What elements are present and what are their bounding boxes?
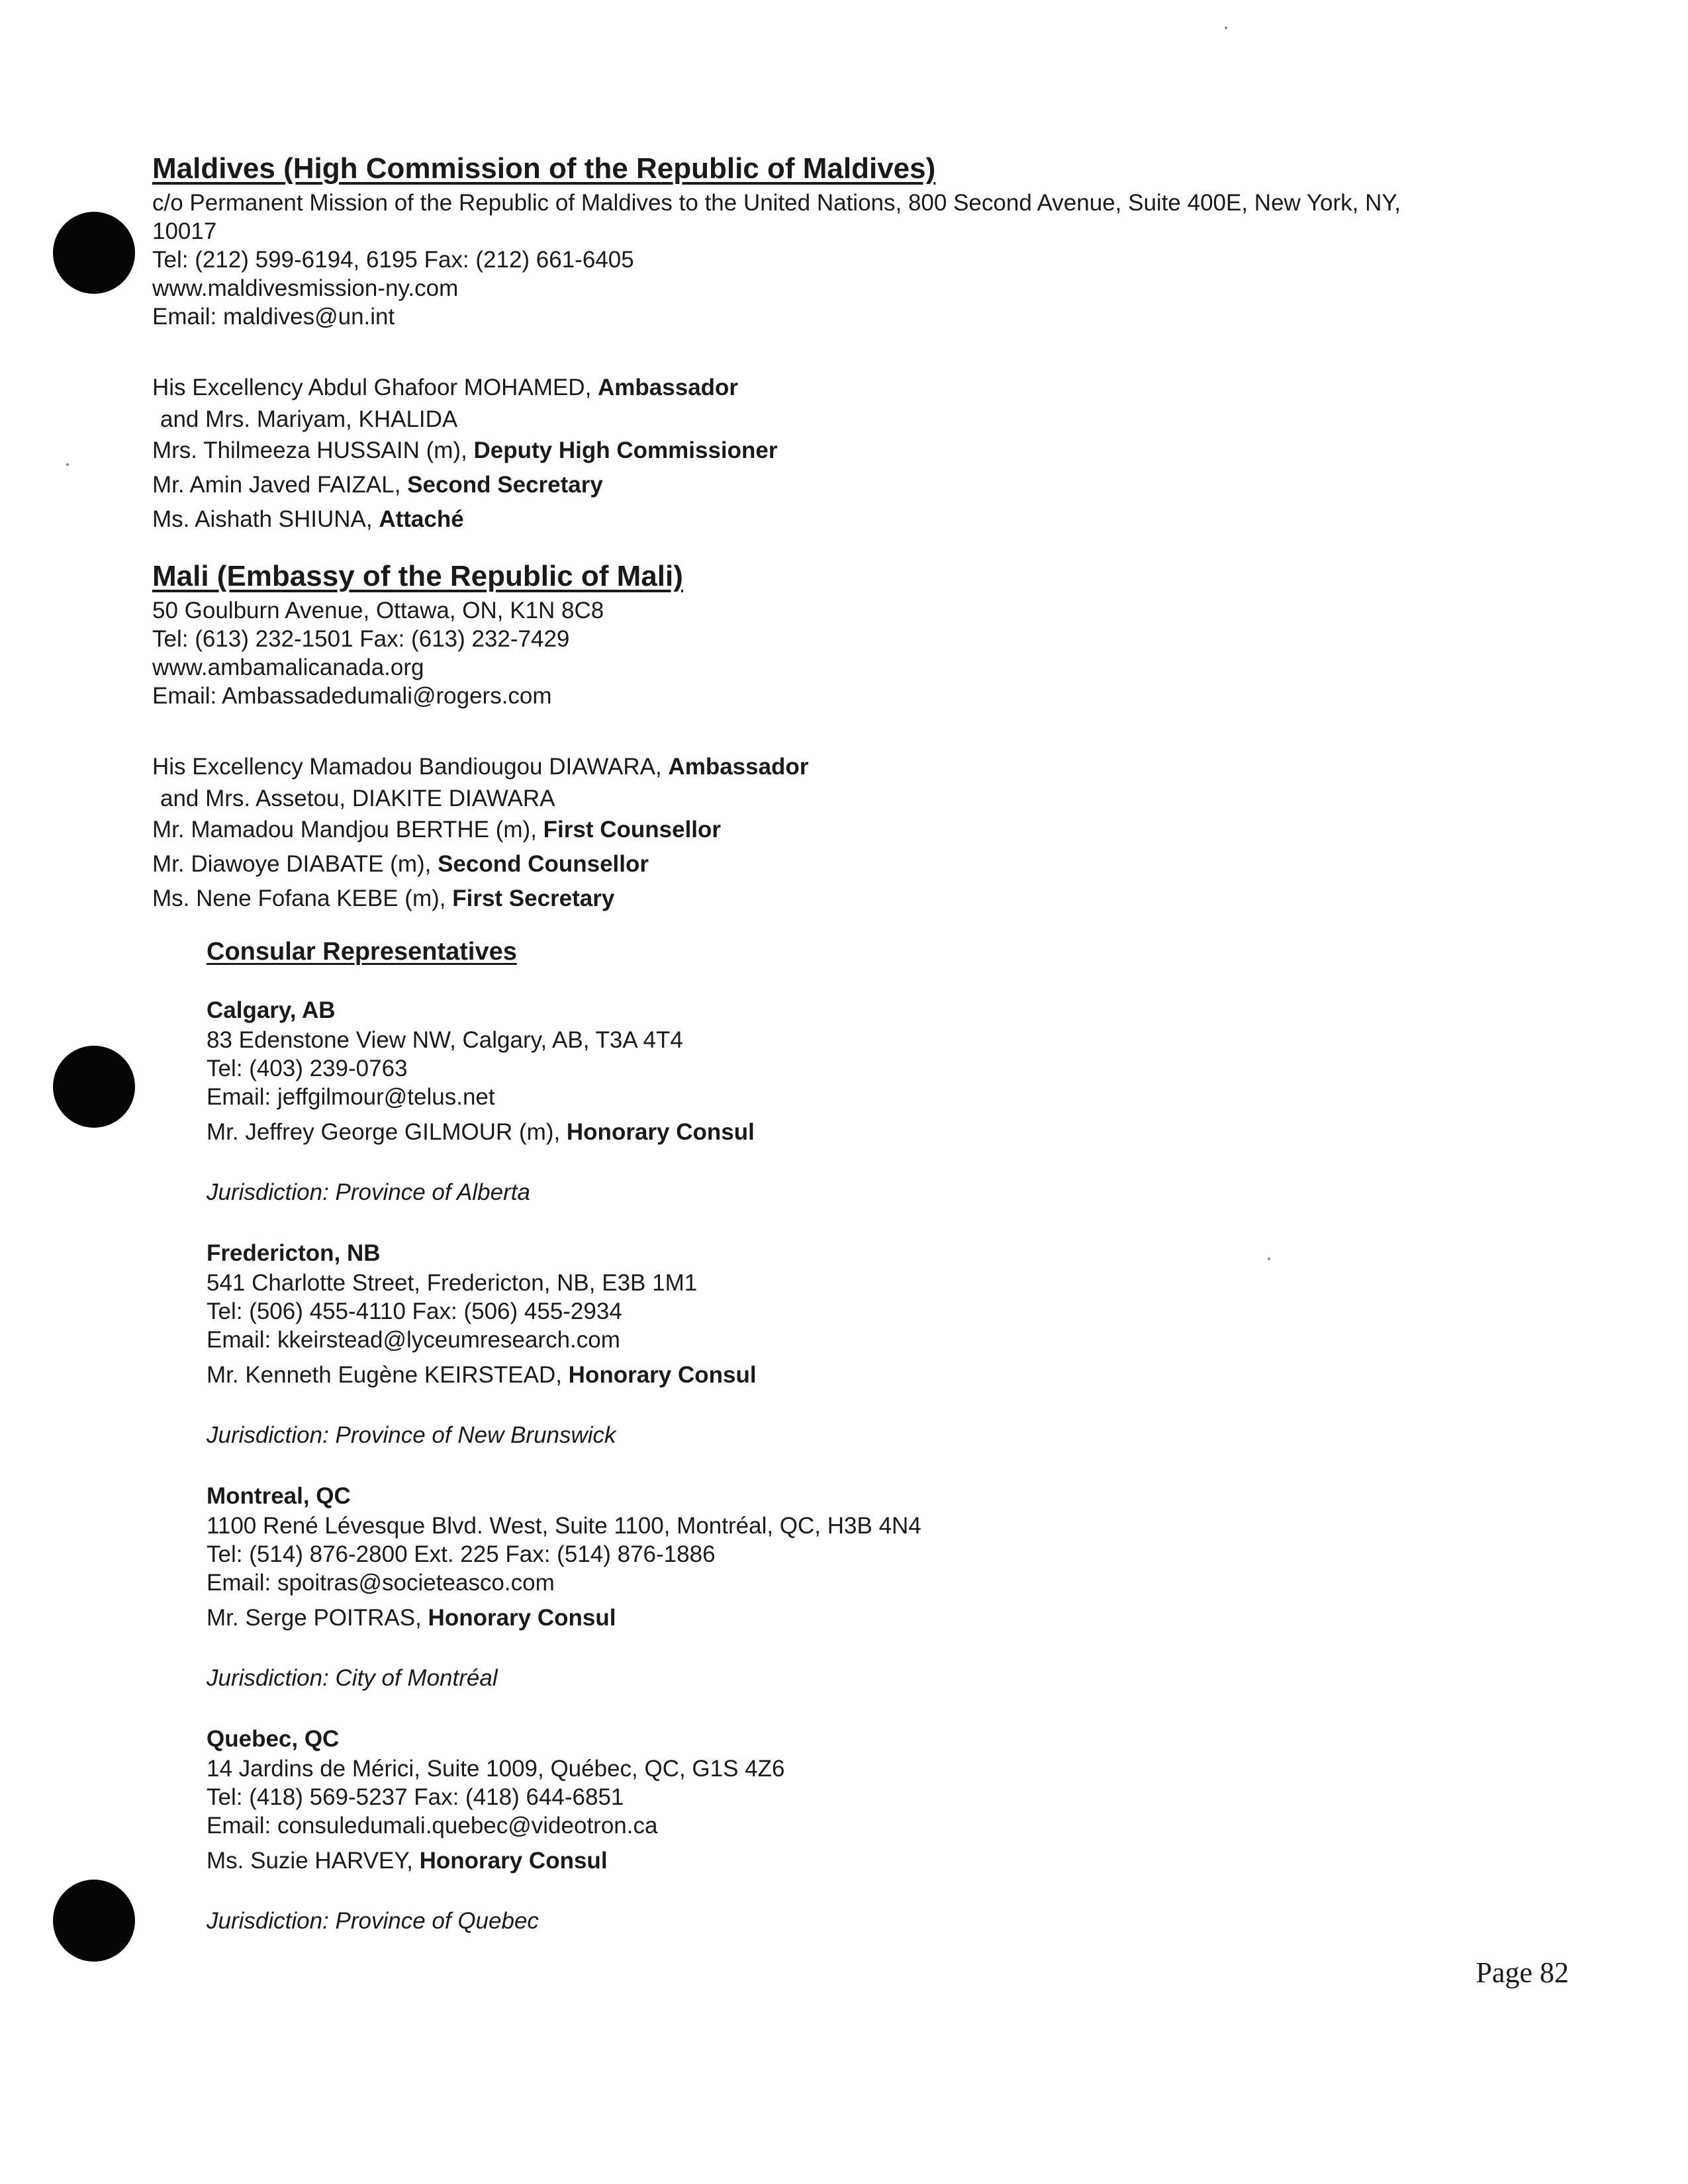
mali-section [152,557,1529,1936]
person-title: Ambassador [598,375,739,400]
office-address: 14 Jardins de Mérici, Suite 1009, Québec, QC, G1S 4Z6 [207,1756,785,1782]
person-title: Attaché [379,506,464,532]
person-name: Mr. Diawoye DIABATE (m), [152,851,438,877]
mali-heading: Mali (Embassy of the Republic of Mali) [152,560,683,592]
consul-title: Honorary Consul [419,1848,608,1874]
punch-hole-bottom [53,1880,135,1962]
office-tel: Tel: (418) 569-5237 Fax: (418) 644-6851 [207,1784,624,1810]
person-spouse: and Mrs. Assetou, DIAKITE DIAWARA [160,786,555,811]
maldives-address-line-2: 10017 [152,218,217,244]
office-city: Calgary, AB [207,997,336,1023]
person-title: Second Secretary [407,472,603,498]
maldives-section [152,149,1529,537]
office-address: 541 Charlotte Street, Fredericton, NB, E3B 1M1 [207,1270,698,1296]
page-number: Page 82 [1476,1956,1569,1989]
office-jurisdiction: Jurisdiction: Province of Alberta [207,1179,530,1205]
maldives-tel: Tel: (212) 599-6194, 6195 Fax: (212) 661-6405 [152,247,634,273]
maldives-heading: Maldives (High Commission of the Republic of Maldives) [152,152,936,185]
punch-hole-top [53,212,135,294]
mali-tel: Tel: (613) 232-1501 Fax: (613) 232-7429 [152,626,570,652]
office-email[interactable]: Email: consuledumali.quebec@videotron.ca [207,1813,658,1839]
consul-title: Honorary Consul [566,1119,755,1145]
person-title: Ambassador [668,754,809,780]
consular-office-montreal [207,1481,1529,1694]
consul-name: Mr. Jeffrey George GILMOUR (m), [207,1119,567,1145]
office-address: 83 Edenstone View NW, Calgary, AB, T3A 4T4 [207,1027,683,1053]
mali-person-ambassador [152,750,1529,813]
maldives-person-ambassador [152,371,1529,433]
office-consul [207,1844,1529,1878]
office-city: Montreal, QC [207,1483,351,1509]
maldives-email[interactable]: Email: maldives@un.int [152,304,395,330]
consular-representatives [207,934,1529,1936]
person-title: First Secretary [452,886,615,911]
person-name: Mrs. Thilmeeza HUSSAIN (m), [152,437,474,463]
person-name: Mr. Mamadou Mandjou BERTHE (m), [152,817,543,842]
office-jurisdiction: Jurisdiction: Province of New Brunswick [207,1422,616,1448]
mali-address: 50 Goulburn Avenue, Ottawa, ON, K1N 8C8 [152,598,604,623]
consul-title: Honorary Consul [568,1362,757,1388]
punch-hole-middle [53,1046,135,1128]
office-consul [207,1115,1529,1150]
office-jurisdiction: Jurisdiction: Province of Quebec [207,1908,539,1934]
maldives-website[interactable]: www.maldivesmission-ny.com [152,275,459,301]
office-city: Fredericton, NB [207,1240,381,1266]
maldives-address-line-1: c/o Permanent Mission of the Republic of Maldives to the United Nations, 800 Second Avenue, Suite 400E, New York, NY, [152,190,1401,216]
maldives-person-deputy [152,433,1529,468]
person-title: First Counsellor [543,817,722,842]
consul-name: Ms. Suzie HARVEY, [207,1848,420,1874]
person-name: His Excellency Mamadou Bandiougou DIAWARA, [152,754,669,780]
mali-person-first-counsellor [152,813,1529,847]
maldives-person-second-secretary [152,468,1529,502]
consul-name: Mr. Serge POITRAS, [207,1605,428,1631]
consul-title: Honorary Consul [428,1605,616,1631]
person-title: Deputy High Commissioner [473,437,778,463]
maldives-person-attache [152,502,1529,537]
person-name: Ms. Aishath SHIUNA, [152,506,379,532]
office-address: 1100 René Lévesque Blvd. West, Suite 1100, Montréal, QC, H3B 4N4 [207,1513,921,1539]
office-email[interactable]: Email: spoitras@societeasco.com [207,1570,555,1596]
consul-name: Mr. Kenneth Eugène KEIRSTEAD, [207,1362,569,1388]
consular-office-fredericton [207,1238,1529,1451]
office-city: Quebec, QC [207,1726,340,1752]
office-jurisdiction: Jurisdiction: City of Montréal [207,1665,498,1691]
office-tel: Tel: (514) 876-2800 Ext. 225 Fax: (514) 876-1886 [207,1541,716,1567]
office-email[interactable]: Email: jeffgilmour@telus.net [207,1084,495,1110]
consular-office-calgary [207,995,1529,1208]
mali-email[interactable]: Email: Ambassadedumali@rogers.com [152,683,552,709]
person-name: Mr. Amin Javed FAIZAL, [152,472,408,498]
office-email[interactable]: Email: kkeirstead@lyceumresearch.com [207,1327,620,1353]
office-consul [207,1358,1529,1392]
consular-heading: Consular Representatives [207,938,517,966]
office-tel: Tel: (403) 239-0763 [207,1056,408,1081]
mali-website[interactable]: www.ambamalicanada.org [152,655,424,680]
person-spouse: and Mrs. Mariyam, KHALIDA [160,406,458,432]
document-body [152,149,1529,1936]
person-title: Second Counsellor [438,851,649,877]
person-name: His Excellency Abdul Ghafoor MOHAMED, [152,375,598,400]
office-tel: Tel: (506) 455-4110 Fax: (506) 455-2934 [207,1298,622,1324]
office-consul [207,1601,1529,1635]
person-name: Ms. Nene Fofana KEBE (m), [152,886,453,911]
consular-office-quebec [207,1724,1529,1936]
mali-person-first-secretary [152,882,1529,916]
mali-person-second-counsellor [152,847,1529,882]
